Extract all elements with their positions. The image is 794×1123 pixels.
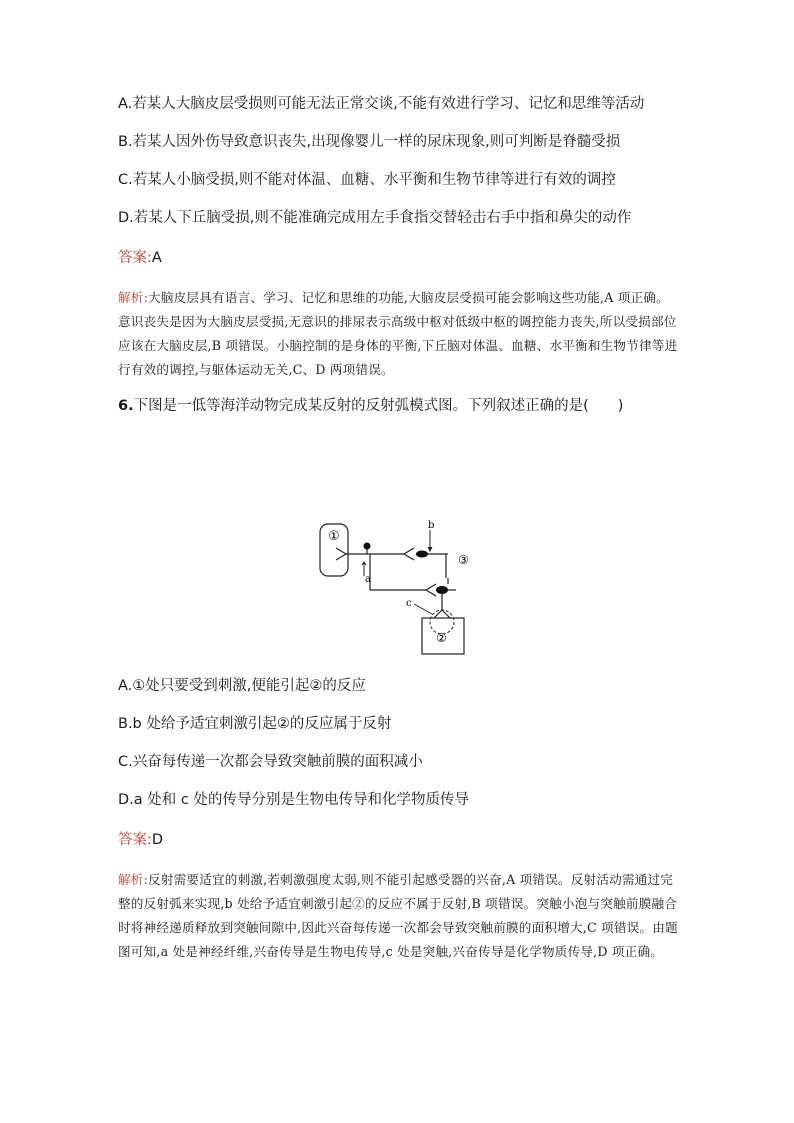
neuron-body-2 bbox=[416, 551, 428, 558]
synapse-2 bbox=[426, 584, 436, 596]
q5-option-b: B.若某人因外伤导致意识丧失,出现像婴儿一样的尿床现象,则可判断是脊髓受损 bbox=[118, 134, 621, 150]
q5-analysis-label: 解析: bbox=[118, 290, 149, 305]
q5-option-c: C.若某人小脑受损,则不能对体温、血糖、水平衡和生物节律等进行有效的调控 bbox=[118, 172, 616, 188]
receptor-ending bbox=[336, 548, 346, 560]
q5-option-d: D.若某人下丘脑受损,则不能准确完成用左手食指交替轻击右手中指和鼻尖的动作 bbox=[118, 210, 632, 226]
label-b: b bbox=[428, 520, 435, 531]
reflex-arc-diagram bbox=[318, 518, 478, 658]
q6-option-a: A.①处只要受到刺激,便能引起②的反应 bbox=[118, 678, 366, 694]
q6-option-b: B.b 处给予适宜刺激引起②的反应属于反射 bbox=[118, 716, 392, 732]
label-c: c bbox=[406, 598, 412, 609]
q6-option-c: C.兴奋每传递一次都会导致突触前膜的面积减小 bbox=[118, 754, 423, 770]
neuron-body-1 bbox=[364, 543, 371, 550]
label-2: ② bbox=[436, 631, 447, 645]
q6-answer bbox=[118, 828, 678, 852]
q5-answer bbox=[118, 246, 678, 270]
neuron-body-3 bbox=[436, 586, 448, 594]
q5-analysis bbox=[118, 286, 678, 382]
synapse-1 bbox=[404, 548, 414, 560]
q6-answer-value: D bbox=[151, 832, 164, 848]
q5-option-a: A.若某人大脑皮层受损则可能无法正常交谈,不能有效进行学习、记忆和思维等活动 bbox=[118, 96, 645, 112]
q6-title bbox=[118, 394, 678, 418]
q6-analysis-text: 反射需要适宜的刺激,若刺激强度太弱,则不能引起感受器的兴奋,A 项错误。反射活动需通过完整的反射弧来实现,b 处给予适宜刺激引起②的反应不属于反射,B 项错误。突触小泡与突触前膜融合时将神经递质释放到突触间隙中,因此兴奋每传递一次都会导致突触前膜的面积增大,C 项错误。由题图可知,a 处是神经纤维,兴奋传导是生物电传导,c 处是突触,兴奋传导是化学物质传导,D 项正确。 bbox=[118, 872, 678, 959]
label-a: a bbox=[365, 574, 371, 585]
q6-analysis-label: 解析: bbox=[118, 872, 149, 887]
q6-stem: 下图是一低等海洋动物完成某反射的反射弧模式图。下列叙述正确的是( ) bbox=[133, 398, 624, 414]
q6-answer-label: 答案: bbox=[118, 832, 152, 848]
q6-number: 6. bbox=[118, 398, 134, 414]
label-3: ③ bbox=[458, 553, 469, 567]
q6-option-d: D.a 处和 c 处的传导分别是生物电传导和化学物质传导 bbox=[118, 792, 469, 808]
q6-body bbox=[118, 674, 678, 964]
label-1: ① bbox=[328, 529, 340, 544]
q5-answer-value: A bbox=[151, 250, 162, 266]
q5-analysis-text: 大脑皮层具有语言、学习、记忆和思维的功能,大脑皮层受损可能会影响这些功能,A 项正确。意识丧失是因为大脑皮层受损,无意识的排尿表示高级中枢对低级中枢的调控能力丧失,所以受损部位应该在大脑皮层,B 项错误。小脑控制的是身体的平衡,下丘脑对体温、血糖、水平衡和生物节律等进行有效的调控,与躯体运动无关,C、D 两项错误。 bbox=[118, 290, 678, 377]
page-content bbox=[118, 92, 678, 418]
q6-analysis bbox=[118, 868, 678, 964]
q5-answer-label: 答案: bbox=[118, 250, 152, 266]
